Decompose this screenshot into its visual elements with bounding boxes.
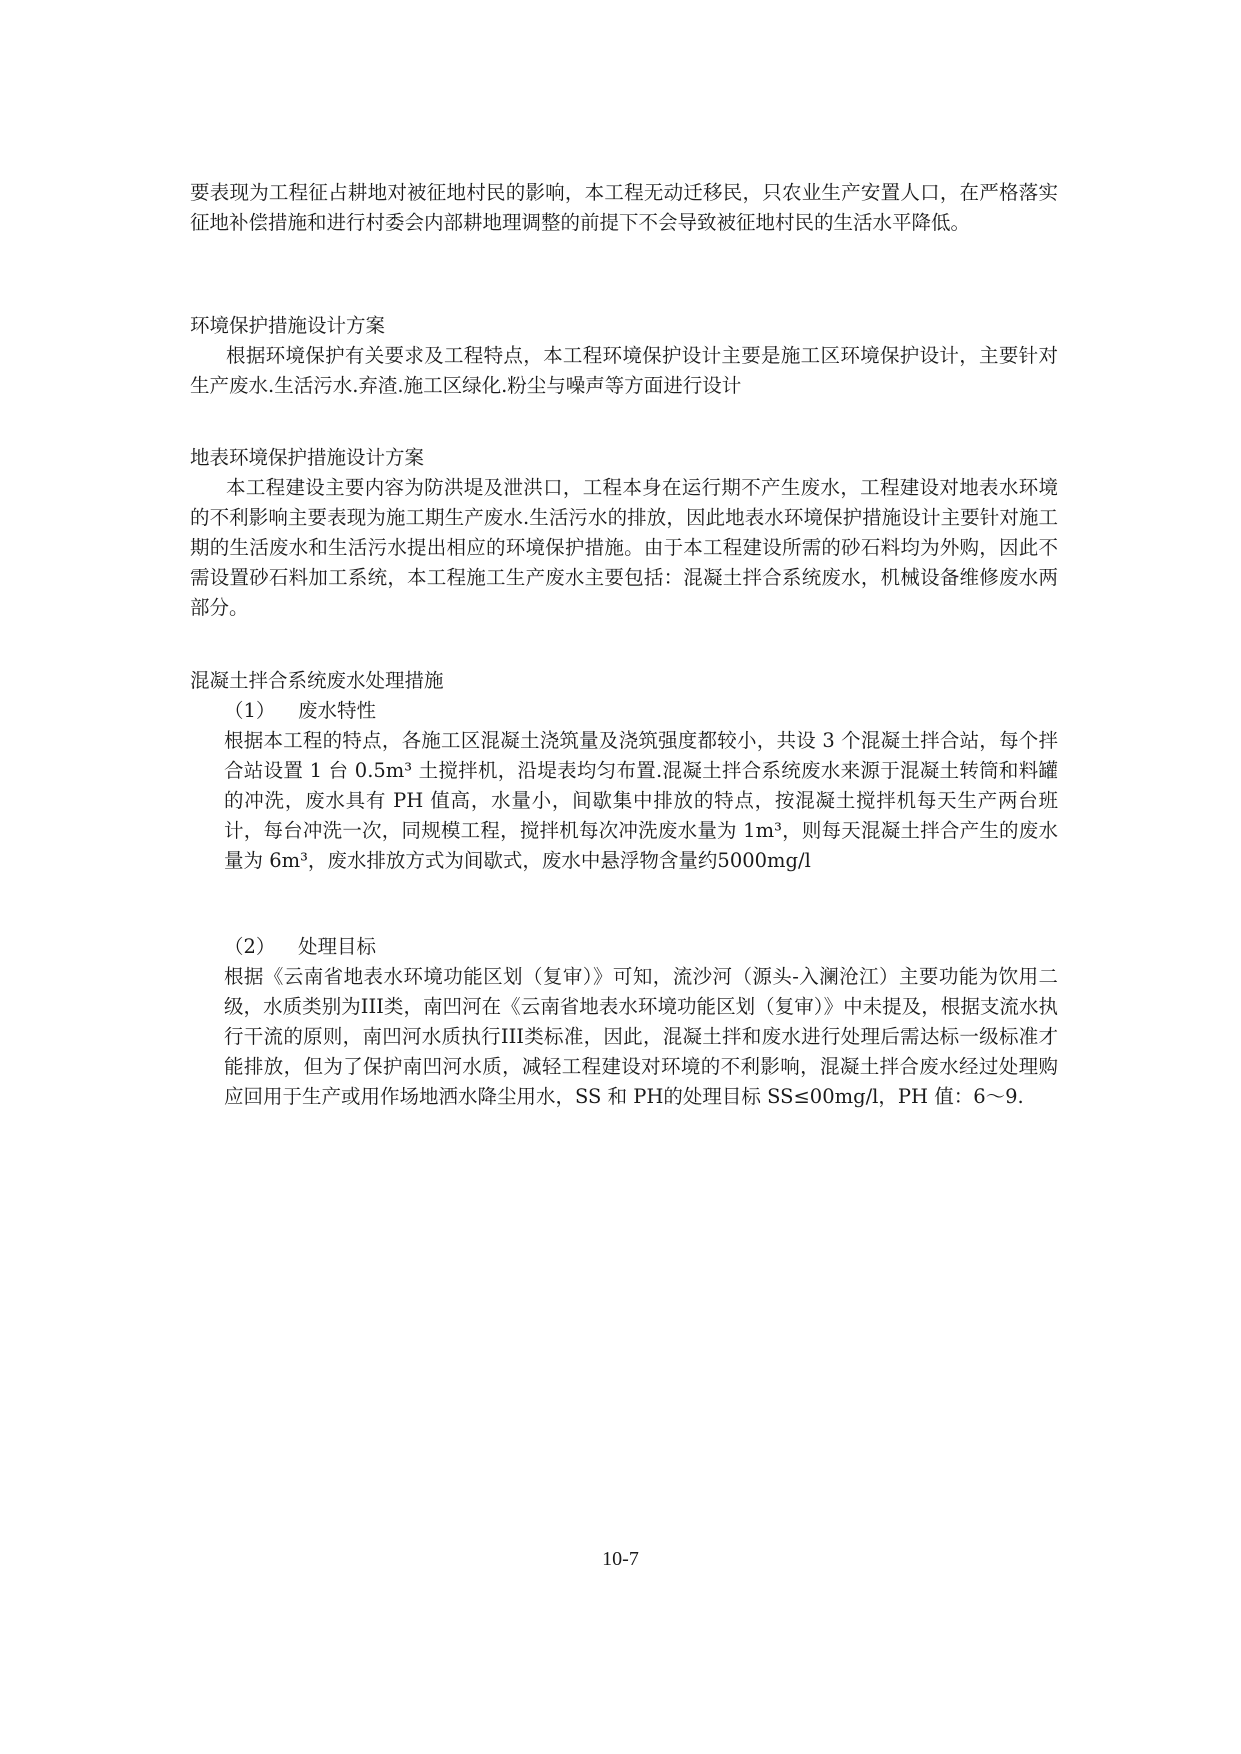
paragraph-treatment-target: 根据《云南省地表水环境功能区划（复审）》可知，流沙河（源头-入澜沧江）主要功能为饮用二级，水质类别为III类，南凹河在《云南省地表水环境功能区划（复审）》中未提及，根据支流水执行干流的原则，南凹河水质执行III类标准，因此，混凝土拌和废水进行处理后需达标一级标准才能排放，但为了保护南凹河水质，减轻工程建设对环境的不利影响，混凝土拌合废水经过处理购应回用于生产或用作场地洒水降尘用水，SS 和 PH的处理目标 SS≤00mg/l，PH 值：6～9. (224, 965, 1058, 1108)
heading-surface-water: 地表环境保护措施设计方案 (190, 446, 425, 469)
heading-environmental-protection: 环境保护措施设计方案 (190, 314, 386, 337)
page-number: 10-7 (602, 1548, 639, 1570)
paragraph-environmental-protection: 根据环境保护有关要求及工程特点，本工程环境保护设计主要是施工区环境保护设计，主要针对生产废水.生活污水.弃渣.施工区绿化.粉尘与噪声等方面进行设计 (190, 344, 1058, 397)
paragraph-resettlement: 要表现为工程征占耕地对被征地村民的影响，本工程无动迁移民，只农业生产安置人口，在严格落实征地补偿措施和进行村委会内部耕地理调整的前提下不会导致被征地村民的生活水平降低。 (190, 181, 1058, 234)
subheading-number: （2） (224, 935, 276, 958)
paragraph-wastewater-characteristics: 根据本工程的特点，各施工区混凝土浇筑量及浇筑强度都较小，共设 3 个混凝土拌合站，每个拌合站设置 1 台 0.5m³ 土搅拌机，沿堤表均匀布置.混凝土拌合系统废水来源于混凝土转筒和料罐的冲洗，废水具有 PH 值高，水量小，间歇集中排放的特点，按混凝土搅拌机每天生产两台班计，每台冲洗一次，同规模工程，搅拌机每次冲洗废水量为 1m³，则每天混凝土拌合产生的废水量为 6m³，废水排放方式为间歇式，废水中悬浮物含量约5000mg/l (224, 729, 1058, 872)
heading-concrete-wastewater: 混凝土拌合系统废水处理措施 (190, 669, 444, 692)
subheading-number: （1） (224, 699, 276, 722)
subheading-wastewater-characteristics (224, 696, 376, 726)
subheading-title: 废水特性 (298, 699, 377, 722)
paragraph-surface-water: 本工程建设主要内容为防洪堤及泄洪口，工程本身在运行期不产生废水，工程建设对地表水环境的不利影响主要表现为施工期生产废水.生活污水的排放，因此地表水环境保护措施设计主要针对施工期的生活废水和生活污水提出相应的环境保护措施。由于本工程建设所需的砂石料均为外购，因此不需设置砂石料加工系统，本工程施工生产废水主要包括：混凝土拌合系统废水，机械设备维修废水两部分。 (190, 476, 1058, 619)
subheading-title: 处理目标 (298, 935, 377, 958)
subheading-treatment-target (224, 932, 376, 962)
